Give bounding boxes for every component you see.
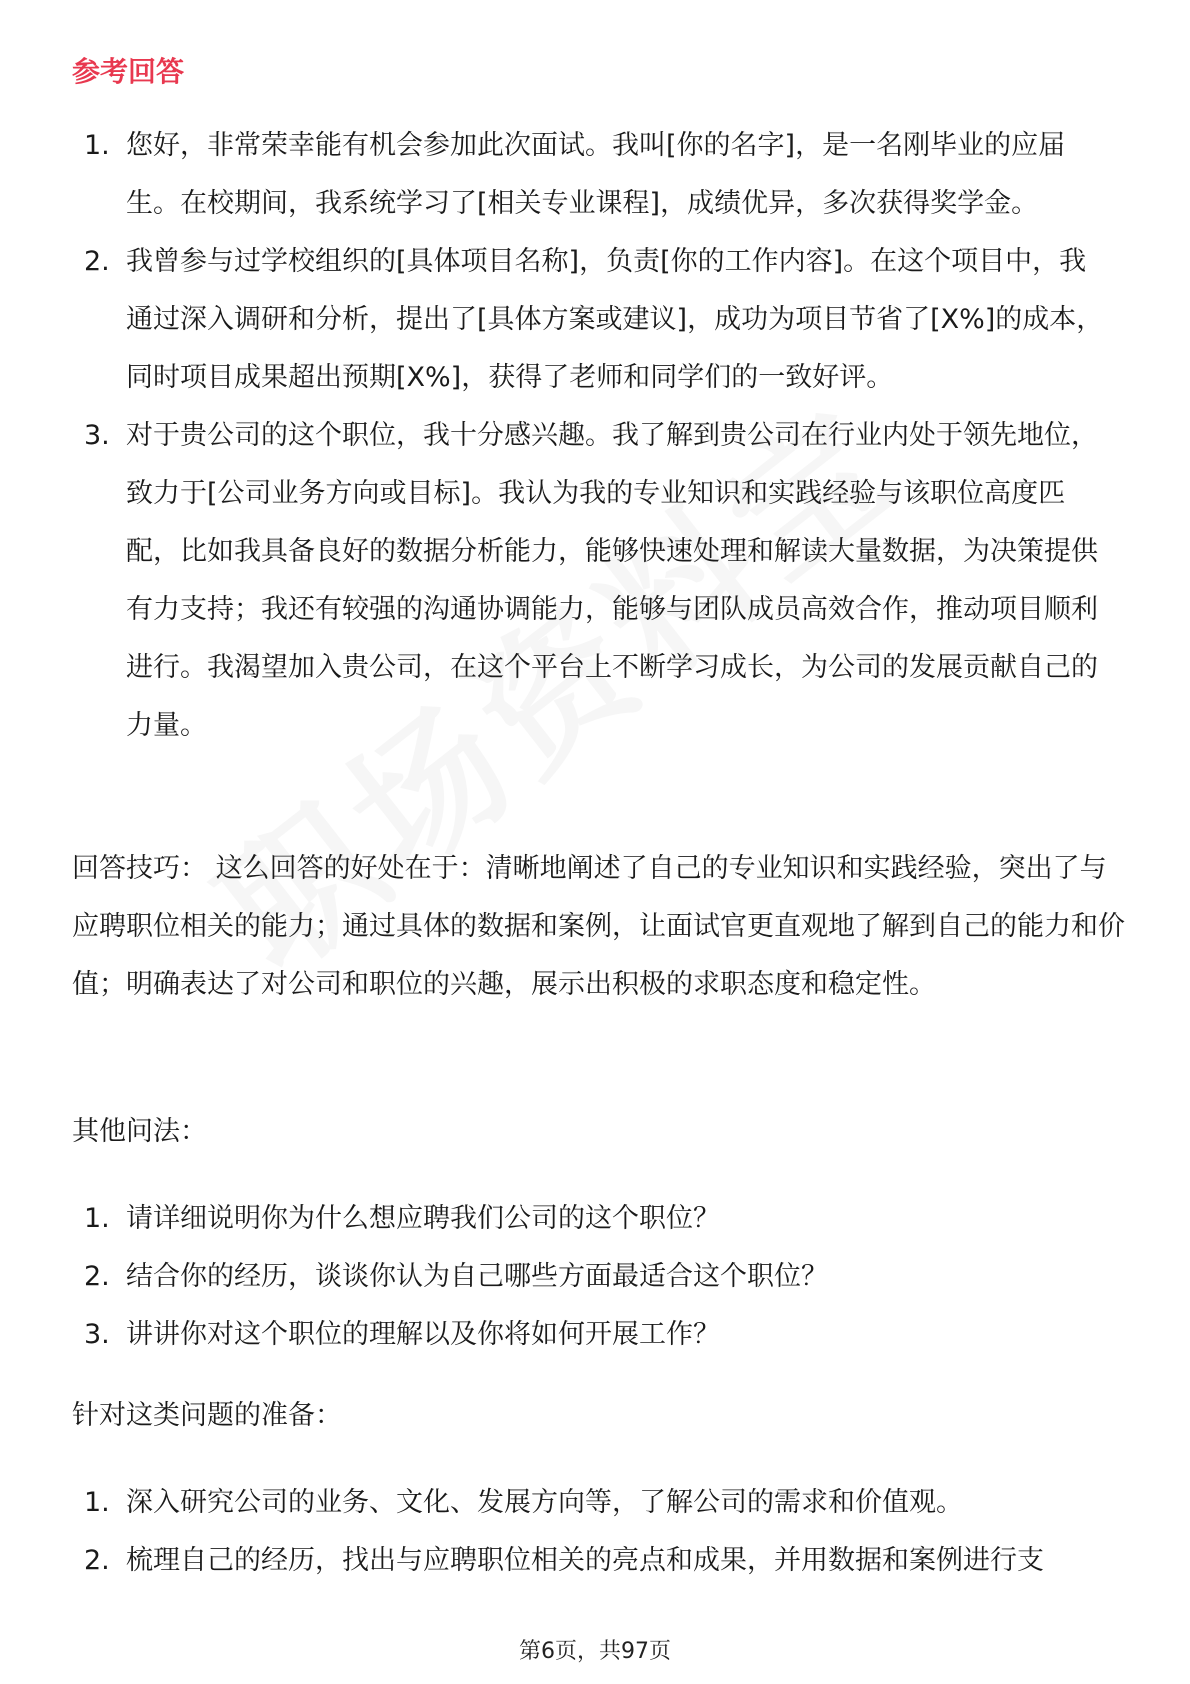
other-questions-list <box>0 1190 1106 1364</box>
list-item <box>0 1248 1106 1306</box>
list-item <box>0 1190 1106 1248</box>
list-item-text: 讲讲你对这个职位的理解以及你将如何开展工作？ <box>126 1319 720 1350</box>
list-item-text: 梳理自己的经历，找出与应聘职位相关的亮点和成果，并用数据和案例进行支 <box>126 1545 1044 1576</box>
list-item <box>0 1474 1136 1532</box>
list-item-number: 3. <box>84 1319 110 1350</box>
page-footer: 第6页，共97页 <box>519 1639 671 1664</box>
list-item <box>0 1306 1106 1364</box>
list-item-number: 1. <box>84 1203 110 1234</box>
answer-tips-paragraph: 回答技巧： 这么回答的好处在于：清晰地阐述了自己的专业知识和实践经验，突出了与应聘职位相关的能力；通过具体的数据和案例，让面试官更直观地了解到自己的能力和价值；明确表达了对公司和职位的兴趣，展示出积极的求职态度和稳定性。 <box>72 853 1125 1000</box>
list-item-text: 对于贵公司的这个职位，我十分感兴趣。我了解到贵公司在行业内处于领先地位，致力于[公司业务方向或目标]。我认为我的专业知识和实践经验与该职位高度匹配，比如我具备良好的数据分析能力，能够快速处理和解读大量数据，为决策提供有力支持；我还有较强的沟通协调能力，能够与团队成员高效合作，推动项目顺利进行。我渴望加入贵公司，在这个平台上不断学习成长，为公司的发展贡献自己的力量。 <box>126 420 1098 741</box>
list-item-number: 1. <box>84 130 110 161</box>
list-item-number: 1. <box>84 1487 110 1518</box>
list-item-text: 您好，非常荣幸能有机会参加此次面试。我叫[你的名字]，是一名刚毕业的应届生。在校期间，我系统学习了[相关专业课程]，成绩优异，多次获得奖学金。 <box>126 130 1066 219</box>
preparation-heading: 针对这类问题的准备： <box>72 1400 342 1431</box>
list-item-text: 我曾参与过学校组织的[具体项目名称]，负责[你的工作内容]。在这个项目中，我通过深入调研和分析，提出了[具体方案或建议]，成功为项目节省了[X%]的成本，同时项目成果超出预期[X%]，获得了老师和同学们的一致好评。 <box>126 246 1104 393</box>
list-item-text: 深入研究公司的业务、文化、发展方向等，了解公司的需求和价值观。 <box>126 1487 963 1518</box>
answer-list <box>0 117 1106 755</box>
list-item <box>0 233 1106 407</box>
list-item-number: 2. <box>84 1261 110 1292</box>
other-questions-heading: 其他问法： <box>72 1116 207 1147</box>
list-item <box>0 1532 1136 1590</box>
list-item <box>0 407 1106 755</box>
list-item-number: 2. <box>84 246 110 277</box>
list-item-text: 请详细说明你为什么想应聘我们公司的这个职位？ <box>126 1203 720 1234</box>
list-item <box>0 117 1106 233</box>
list-item-text: 结合你的经历，谈谈你认为自己哪些方面最适合这个职位？ <box>126 1261 828 1292</box>
section-title: 参考回答 <box>72 55 185 88</box>
preparation-list <box>0 1474 1136 1590</box>
list-item-number: 3. <box>84 420 110 451</box>
list-item-number: 2. <box>84 1545 110 1576</box>
